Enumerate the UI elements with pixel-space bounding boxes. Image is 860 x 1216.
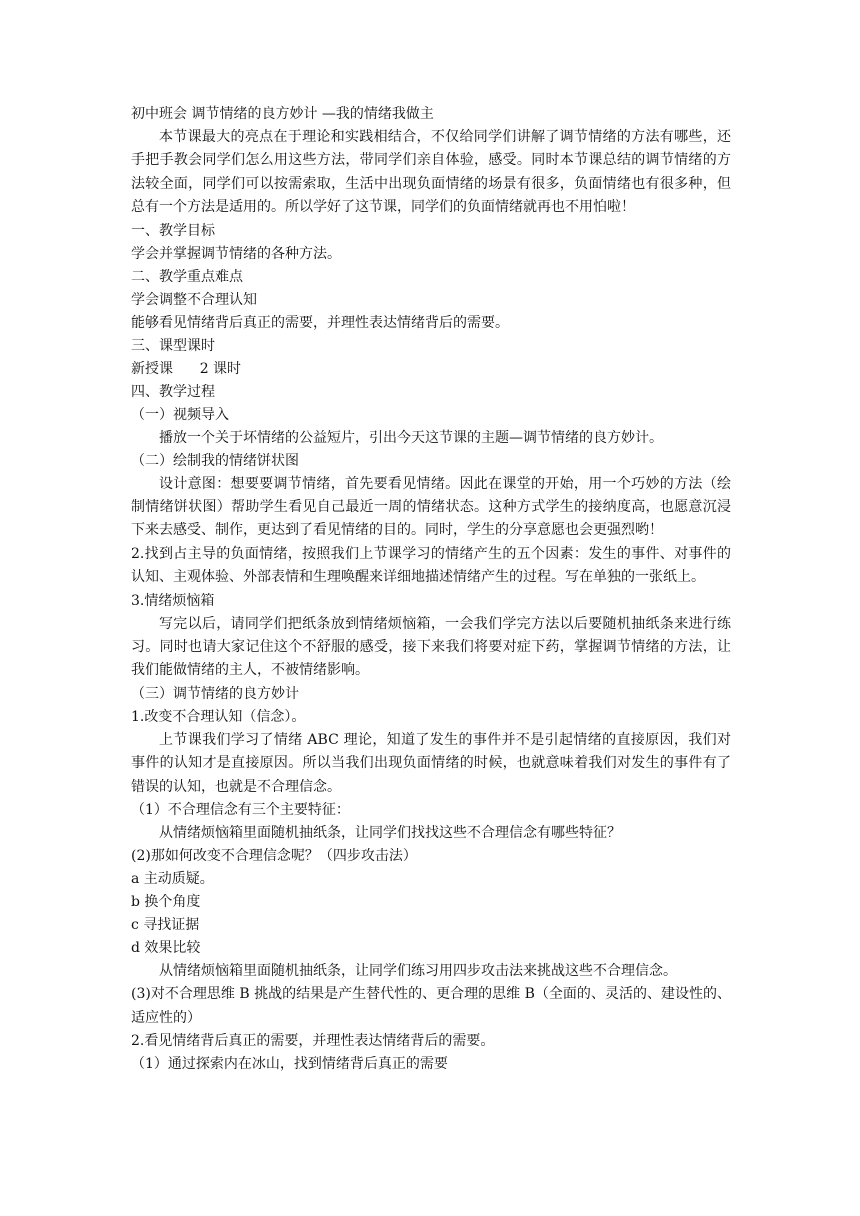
method-2-heading: 2.看见情绪背后真正的需要，并理性表达情绪背后的需要。 [131, 1032, 495, 1049]
section-heading-key-points: 二、教学重点难点 [131, 268, 243, 285]
document-title: 初中班会 调节情绪的良方妙计 —我的情绪我做主 [131, 106, 434, 122]
part-item-3-text: 写完以后，请同学们把纸条放到情绪烦恼箱，一会我们学完方法以后要随机抽纸条来进行练习。同时也请大家记住这个不舒服的感受，接下来我们将要对症下药，掌握调节情绪的方法，让我们能做情绪的主人，不被情绪影响。 [131, 615, 731, 679]
section-heading-goals: 一、教学目标 [131, 222, 215, 239]
method-1-sub-2-text: 从情绪烦恼箱里面随机抽纸条，让同学们练习用四步攻击法来挑战这些不合理信念。 [159, 963, 677, 980]
section-heading-process: 四、教学过程 [131, 383, 215, 400]
part-text-video: 播放一个关于坏情绪的公益短片，引出今天这节课的主题—调节情绪的良方妙计。 [159, 429, 663, 446]
method-1-sub-2-heading: (2)那如何改变不合理信念呢？（四步攻击法） [131, 848, 417, 865]
method-1-text: 上节课我们学习了情绪 ABC 理论，知道了发生的事件并不是引起情绪的直接原因，我们对事件的认知才是直接原因。所以当我们出现负面情绪的时候，也就意味着我们对发生的事件有了错误的认知，也就是不合理信念。 [131, 731, 731, 795]
intro-paragraph: 本节课最大的亮点在于理论和实践相结合，不仅给同学们讲解了调节情绪的方法有哪些，还手把手教会同学们怎么用这些方法，带同学们亲自体验，感受。同时本节课总结的调节情绪的方法较全面，同学们可以按需索取，生活中出现负面情绪的场景有很多，负面情绪也有很多种，但总有一个方法是适用的。所以学好了这节课，同学们的负面情绪就再也不用怕啦！ [131, 129, 731, 216]
section-text-key-point-2: 能够看见情绪背后真正的需要，并理性表达情绪背后的需要。 [131, 314, 509, 331]
part-text-design-intent: 设计意图：想要要调节情绪，首先要看见情绪。因此在课堂的开始，用一个巧妙的方法（绘制情绪饼状图）帮助学生看见自己最近一周的情绪状态。这种方式学生的接纳度高，也愿意沉浸下来去感受、制作，更达到了看见情绪的目的。同时，学生的分享意愿也会更强烈哟！ [131, 475, 731, 539]
part-heading-pie-chart: （二）绘制我的情绪饼状图 [131, 452, 299, 469]
step-item: a 主动质疑。 [131, 871, 214, 888]
step-item: b 换个角度 [131, 894, 201, 911]
step-item: c 寻找证据 [131, 917, 200, 934]
method-1-sub-1-heading: （1）不合理信念有三个主要特征： [131, 802, 350, 819]
method-1-heading: 1.改变不合理认知（信念）。 [131, 708, 306, 725]
section-text-goals: 学会并掌握调节情绪的各种方法。 [131, 245, 341, 262]
section-heading-lesson-type: 三、课型课时 [131, 337, 215, 354]
method-1-sub-3: (3)对不合理思维 B 挑战的结果是产生替代性的、更合理的思维 B（全面的、灵活的、建设性的、适应性的） [131, 986, 731, 1026]
section-text-lesson-type: 新授课 2 课时 [131, 360, 242, 377]
part-heading-video: （一）视频导入 [131, 406, 229, 423]
method-1-sub-1-text: 从情绪烦恼箱里面随机抽纸条，让同学们找找这些不合理信念有哪些特征？ [159, 825, 621, 842]
part-heading-methods: （三）调节情绪的良方妙计 [131, 685, 299, 702]
method-2-sub-1: （1）通过探索内在冰山，找到情绪背后真正的需要 [131, 1055, 448, 1072]
section-text-key-point-1: 学会调整不合理认知 [131, 291, 257, 308]
document-body [131, 103, 731, 1076]
part-item-2: 2.找到占主导的负面情绪，按照我们上节课学习的情绪产生的五个因素：发生的事件、对事件的认知、主观体验、外部表情和生理唤醒来详细地描述情绪产生的过程。写在单独的一张纸上。 [131, 545, 731, 586]
part-item-3-heading: 3.情绪烦恼箱 [131, 592, 215, 609]
step-item: d 效果比较 [131, 940, 201, 957]
